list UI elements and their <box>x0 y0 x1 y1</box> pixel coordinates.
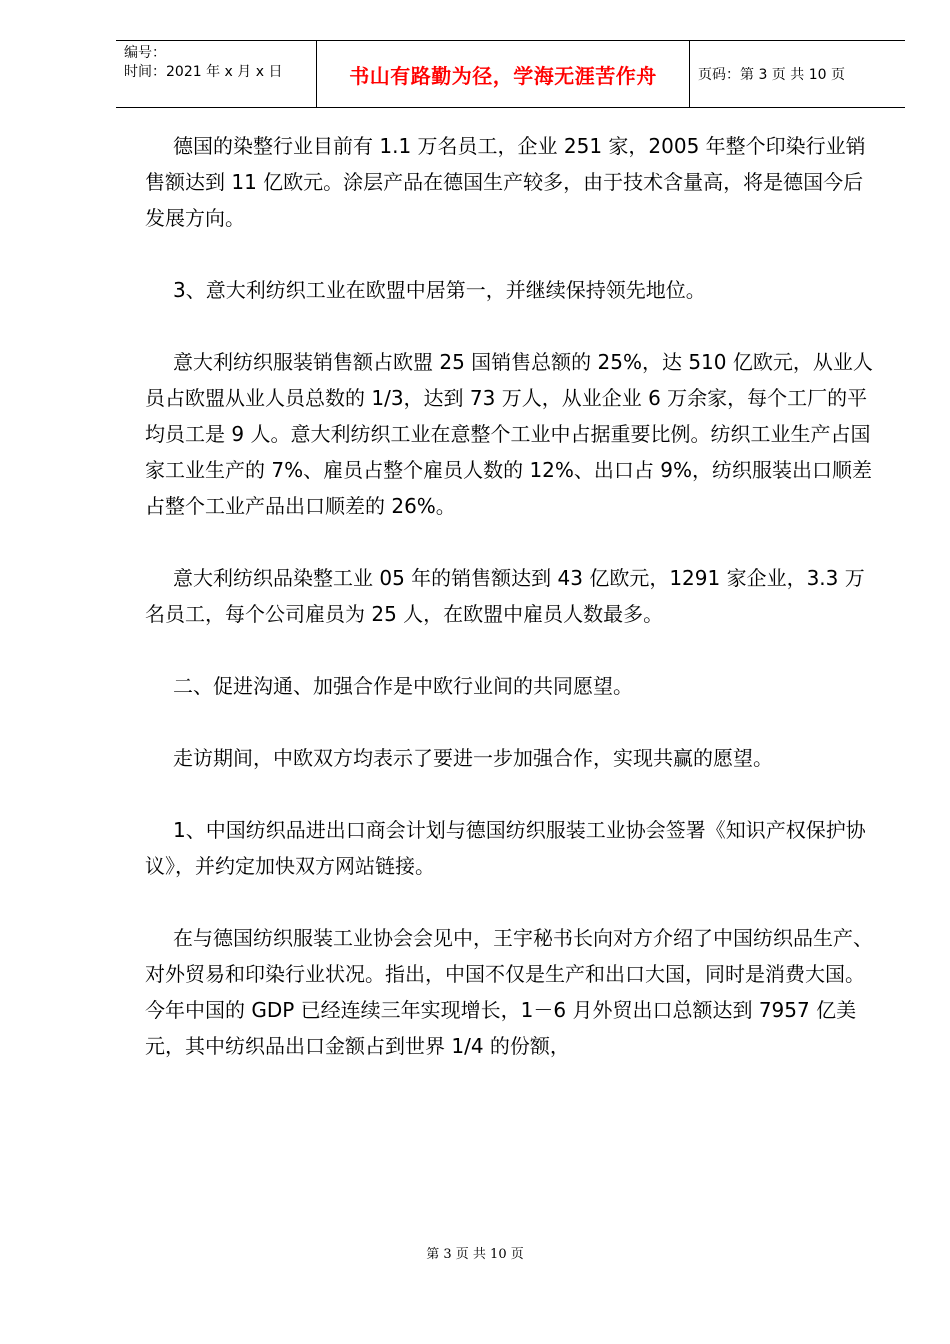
document-body <box>145 128 875 1064</box>
document-time-label: 时间：2021 年 x 月 x 日 <box>124 64 283 80</box>
header-motto: 书山有路勤为径，学海无涯苦作舟 <box>316 41 690 107</box>
document-number-label: 编号： <box>124 45 166 61</box>
section-heading: 3、意大利纺织工业在欧盟中居第一，并继续保持领先地位。 <box>173 278 706 302</box>
paragraph: 德国的染整行业目前有 1.1 万名员工，企业 251 家，2005 年整个印染行业销售额达到 11 亿欧元。涂层产品在德国生产较多，由于技术含量高，将是德国今后发展方向。 <box>145 134 866 230</box>
paragraph: 走访期间，中欧双方均表示了要进一步加强合作，实现共赢的愿望。 <box>173 746 773 770</box>
paragraph: 意大利纺织服装销售额占欧盟 25 国销售总额的 25%，达 510 亿欧元，从业人员占欧盟从业人员总数的 1/3，达到 73 万人，从业企业 6 万余家，每个工厂的平均员工是 9 人。意大利纺织工业在意整个工业中占据重要比例。纺织工业生产占国家工业生产的 7%、雇员占整个雇员人数的 12%、出口占 9%，纺织服装出口顺差占整个工业产品出口顺差的 26%。 <box>145 350 873 518</box>
page-footer: 第 3 页 共 10 页 <box>426 1247 524 1262</box>
section-heading: 二、促进沟通、加强合作是中欧行业间的共同愿望。 <box>173 674 633 698</box>
header-meta <box>116 41 316 110</box>
page-header <box>116 40 905 108</box>
paragraph: 在与德国纺织服装工业协会会见中，王宇秘书长向对方介绍了中国纺织品生产、对外贸易和印染行业状况。指出，中国不仅是生产和出口大国，同时是消费大国。今年中国的 GDP 已经连续三年实现增长，1－6 月外贸出口总额达到 7957 亿美元，其中纺织品出口金额占到世界 1/4 的份额， <box>145 926 873 1058</box>
paragraph: 意大利纺织品染整工业 05 年的销售额达到 43 亿欧元，1291 家企业，3.3 万名员工，每个公司雇员为 25 人，在欧盟中雇员人数最多。 <box>145 566 865 626</box>
section-heading: 1、中国纺织品进出口商会计划与德国纺织服装工业协会签署《知识产权保护协议》，并约定加快双方网站链接。 <box>145 818 866 878</box>
header-page-info: 页码：第 3 页 共 10 页 <box>698 67 845 83</box>
